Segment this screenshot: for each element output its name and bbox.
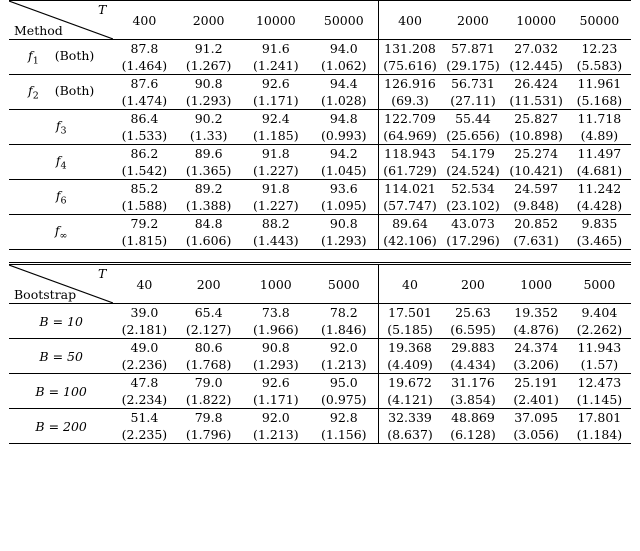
data-cell: 84.8 (1.606): [176, 215, 242, 250]
column-header: 200: [176, 264, 242, 304]
data-cell: 91.8 (1.227): [242, 180, 310, 215]
data-cell: 20.852 (7.631): [505, 215, 568, 250]
data-cell: 90.8 (1.293): [310, 215, 378, 250]
column-header: 40: [378, 264, 441, 304]
row-label-symbol: f: [54, 222, 60, 238]
row-label-symbol: f: [55, 117, 61, 133]
row-label-symbol: f: [55, 152, 61, 168]
column-header: 40: [113, 264, 175, 304]
table-row: [9, 75, 631, 110]
data-cell: 26.424 (11.531): [505, 75, 568, 110]
data-cell: 91.6 (1.241): [242, 40, 310, 75]
data-cell: 86.2 (1.542): [113, 145, 175, 180]
data-cell: 73.8 (1.966): [242, 304, 310, 339]
data-cell: 11.718 (4.89): [568, 110, 631, 145]
data-cell: 122.709 (64.969): [378, 110, 441, 145]
table-row: [9, 110, 631, 145]
table-row: [9, 304, 631, 339]
data-cell: 12.473 (1.145): [568, 374, 631, 409]
data-cell: 31.176 (3.854): [441, 374, 504, 409]
data-cell: 80.6 (1.768): [176, 339, 242, 374]
row-label-subscript: ∞: [59, 230, 68, 242]
corner-bottom-left-label: Method: [14, 23, 63, 38]
data-cell: 25.191 (2.401): [505, 374, 568, 409]
row-label: B = 50: [9, 339, 113, 374]
row-label-subscript: 4: [60, 160, 67, 172]
data-cell: 92.0 (1.213): [242, 409, 310, 444]
row-label-subscript: 2: [32, 90, 39, 102]
corner-bottom-left-label: Bootstrap: [14, 287, 77, 302]
data-cell: 92.0 (1.213): [310, 339, 378, 374]
results-table-bootstrap: [9, 262, 631, 444]
data-cell: 89.64 (42.106): [378, 215, 441, 250]
data-cell: 92.6 (1.171): [242, 75, 310, 110]
data-cell: 86.4 (1.533): [113, 110, 175, 145]
data-cell: 27.032 (12.445): [505, 40, 568, 75]
data-cell: 29.883 (4.434): [441, 339, 504, 374]
data-cell: 39.0 (2.181): [113, 304, 175, 339]
data-cell: 90.8 (1.293): [176, 75, 242, 110]
data-cell: 87.6 (1.474): [113, 75, 175, 110]
table-header-row: [9, 1, 631, 40]
data-cell: 54.179 (24.524): [441, 145, 504, 180]
column-header: 5000: [310, 264, 378, 304]
column-header: 2000: [176, 1, 242, 40]
data-cell: 114.021 (57.747): [378, 180, 441, 215]
table-row: [9, 409, 631, 444]
column-header: 50000: [310, 1, 378, 40]
data-cell: 51.4 (2.235): [113, 409, 175, 444]
row-label: [9, 145, 113, 180]
row-label: [9, 110, 113, 145]
data-cell: 94.2 (1.045): [310, 145, 378, 180]
table-row: [9, 145, 631, 180]
data-cell: 131.208 (75.616): [378, 40, 441, 75]
row-label-symbol: f: [28, 47, 33, 63]
data-cell: 32.339 (8.637): [378, 409, 441, 444]
corner-header-cell: [9, 264, 113, 304]
column-header: 5000: [568, 264, 631, 304]
data-cell: 52.534 (23.102): [441, 180, 504, 215]
row-label: B = 200: [9, 409, 113, 444]
data-cell: 17.801 (1.184): [568, 409, 631, 444]
data-cell: 92.6 (1.171): [242, 374, 310, 409]
data-cell: 11.242 (4.428): [568, 180, 631, 215]
data-cell: 9.404 (2.262): [568, 304, 631, 339]
data-cell: 55.44 (25.656): [441, 110, 504, 145]
data-cell: 94.0 (1.062): [310, 40, 378, 75]
table-row: [9, 40, 631, 75]
data-cell: 11.497 (4.681): [568, 145, 631, 180]
data-cell: 47.8 (2.234): [113, 374, 175, 409]
data-cell: 91.8 (1.227): [242, 145, 310, 180]
column-header: 10000: [505, 1, 568, 40]
data-cell: 25.63 (6.595): [441, 304, 504, 339]
data-cell: 9.835 (3.465): [568, 215, 631, 250]
row-label: B = 10: [9, 304, 113, 339]
row-label-symbol: f: [55, 187, 61, 203]
row-label: [9, 215, 113, 250]
row-label: B = 100: [9, 374, 113, 409]
data-cell: 89.6 (1.365): [176, 145, 242, 180]
row-label-extra: (Both): [54, 47, 95, 63]
data-cell: 57.871 (29.175): [441, 40, 504, 75]
data-cell: 78.2 (1.846): [310, 304, 378, 339]
table-header-row: [9, 264, 631, 304]
column-header: 400: [378, 1, 441, 40]
corner-top-right-label: T: [97, 266, 107, 281]
data-cell: 94.4 (1.028): [310, 75, 378, 110]
data-cell: 19.368 (4.409): [378, 339, 441, 374]
column-header: 200: [441, 264, 504, 304]
table-row: [9, 339, 631, 374]
row-label-subscript: 3: [60, 125, 67, 137]
row-label-extra: (Both): [54, 82, 95, 98]
table-row: [9, 374, 631, 409]
data-cell: 88.2 (1.443): [242, 215, 310, 250]
corner-header-cell: [9, 1, 113, 40]
data-cell: 37.095 (3.056): [505, 409, 568, 444]
data-cell: 19.672 (4.121): [378, 374, 441, 409]
data-cell: 79.0 (1.822): [176, 374, 242, 409]
data-cell: 19.352 (4.876): [505, 304, 568, 339]
table-row: [9, 215, 631, 250]
column-header: 10000: [242, 1, 310, 40]
data-cell: 25.827 (10.898): [505, 110, 568, 145]
data-cell: 49.0 (2.236): [113, 339, 175, 374]
row-label: [9, 40, 113, 75]
data-cell: 92.4 (1.185): [242, 110, 310, 145]
data-cell: 24.597 (9.848): [505, 180, 568, 215]
data-cell: 17.501 (5.185): [378, 304, 441, 339]
data-cell: 43.073 (17.296): [441, 215, 504, 250]
row-label: [9, 75, 113, 110]
data-cell: 94.8 (0.993): [310, 110, 378, 145]
column-header: 50000: [568, 1, 631, 40]
data-cell: 12.23 (5.583): [568, 40, 631, 75]
corner-top-right-label: T: [97, 2, 107, 17]
data-cell: 79.8 (1.796): [176, 409, 242, 444]
data-cell: 56.731 (27.11): [441, 75, 504, 110]
data-cell: 91.2 (1.267): [176, 40, 242, 75]
table-spacer: [0, 250, 640, 262]
data-cell: 11.943 (1.57): [568, 339, 631, 374]
data-cell: 65.4 (2.127): [176, 304, 242, 339]
data-cell: 87.8 (1.464): [113, 40, 175, 75]
table-row: [9, 180, 631, 215]
row-label-subscript: 6: [60, 195, 67, 207]
data-cell: 79.2 (1.815): [113, 215, 175, 250]
column-header: 1000: [242, 264, 310, 304]
data-cell: 126.916 (69.3): [378, 75, 441, 110]
column-header: 1000: [505, 264, 568, 304]
column-header: 400: [113, 1, 175, 40]
data-cell: 92.8 (1.156): [310, 409, 378, 444]
data-cell: 48.869 (6.128): [441, 409, 504, 444]
data-cell: 25.274 (10.421): [505, 145, 568, 180]
row-label-symbol: f: [28, 82, 33, 98]
data-cell: 90.2 (1.33): [176, 110, 242, 145]
row-label-subscript: 1: [32, 55, 39, 67]
data-cell: 95.0 (0.975): [310, 374, 378, 409]
row-label: [9, 180, 113, 215]
data-cell: 93.6 (1.095): [310, 180, 378, 215]
data-cell: 90.8 (1.293): [242, 339, 310, 374]
data-cell: 89.2 (1.388): [176, 180, 242, 215]
data-cell: 24.374 (3.206): [505, 339, 568, 374]
data-cell: 118.943 (61.729): [378, 145, 441, 180]
data-cell: 11.961 (5.168): [568, 75, 631, 110]
data-cell: 85.2 (1.588): [113, 180, 175, 215]
column-header: 2000: [441, 1, 504, 40]
results-table-method: [9, 0, 631, 250]
